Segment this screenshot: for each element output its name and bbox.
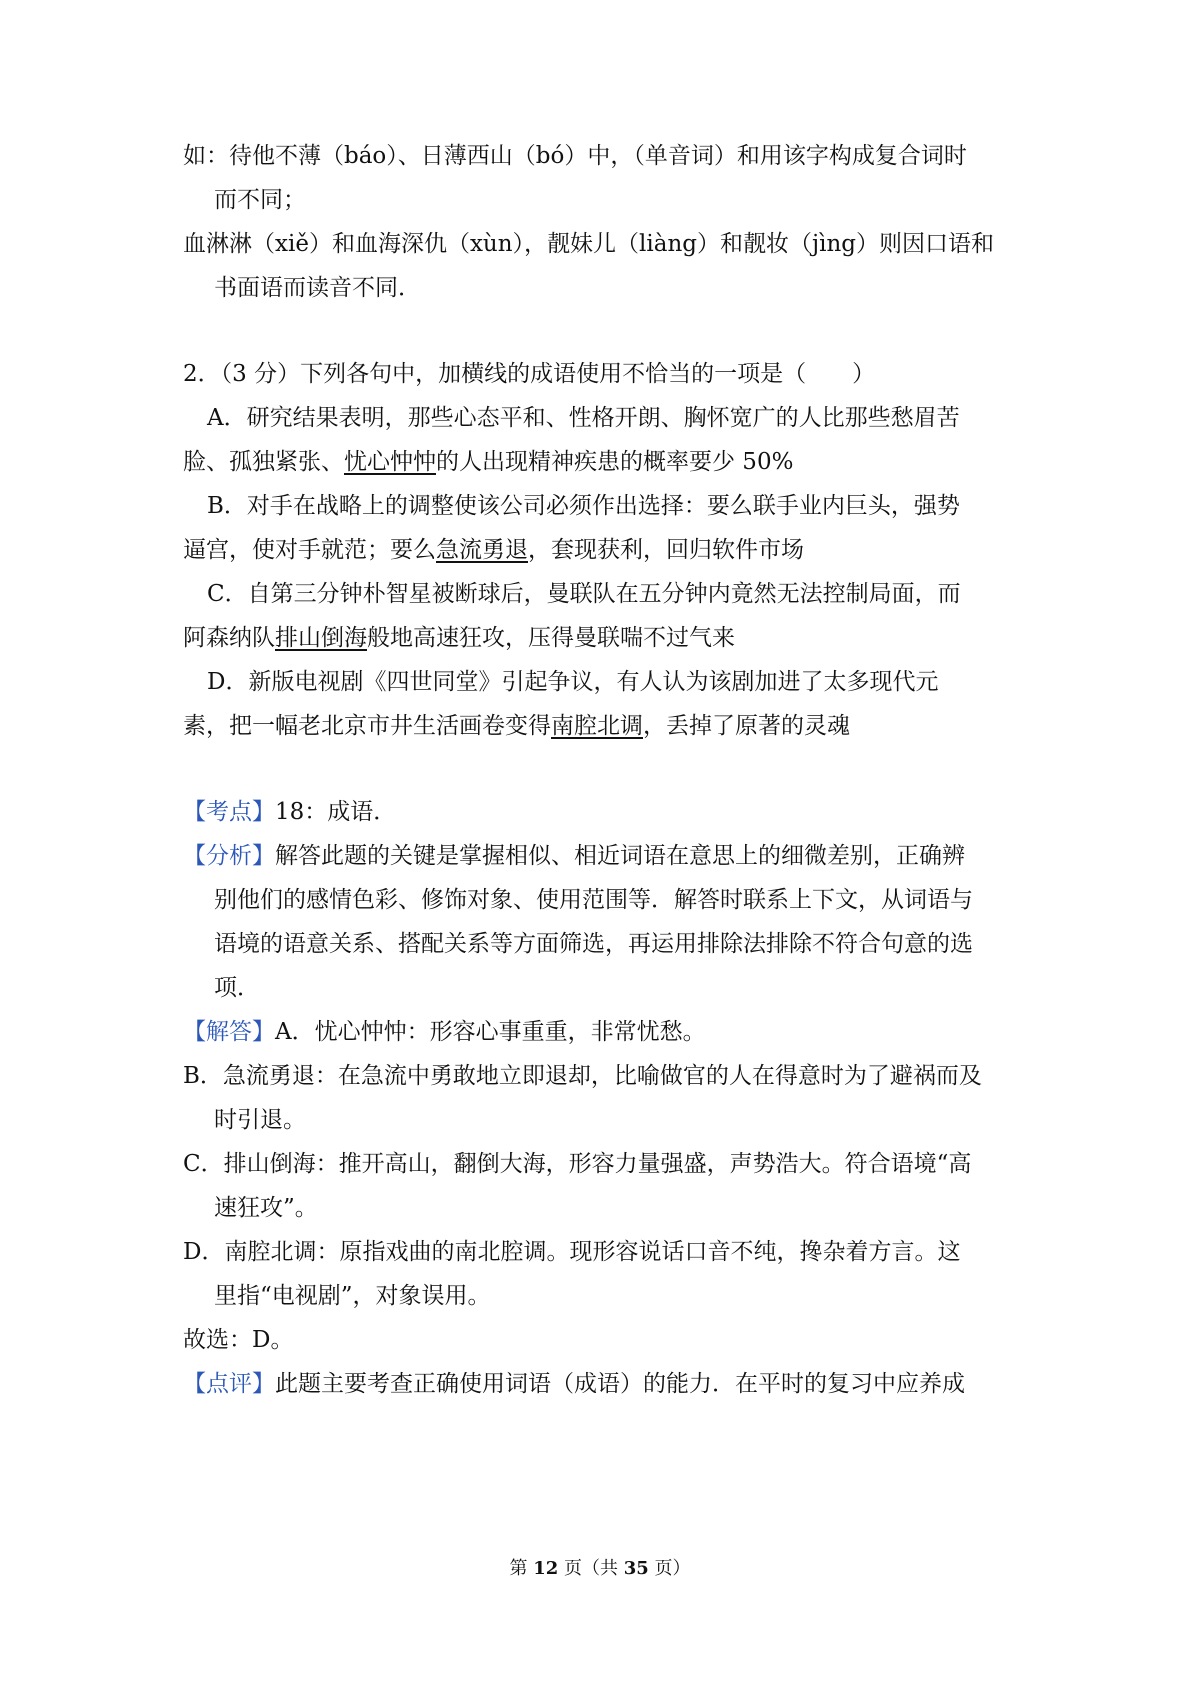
option-a-text-pre: 脸、孤独紧张、	[183, 449, 344, 475]
option-d-text-pre: 素，把一幅老北京市井生活画卷变得	[183, 713, 551, 739]
option-b-text-post: ，套现获利，回归软件市场	[528, 537, 804, 563]
option-c-line-2	[183, 622, 1023, 654]
option-b-idiom: 急流勇退	[436, 537, 528, 563]
option-c-text-pre: 阿森纳队	[183, 625, 275, 651]
jieda-b-line-1: B．急流勇退：在急流中勇敢地立即退却，比喻做官的人在得意时为了避祸而及	[183, 1063, 982, 1089]
option-d-text-post: ，丢掉了原著的灵魂	[643, 713, 850, 739]
total-page-number: 35	[623, 1558, 649, 1579]
intro-line-3: 血淋淋（xiě）和血海深仇（xùn），靓妹儿（liàng）和靓妆（jìng）则因口语和	[183, 231, 995, 257]
option-d-idiom: 南腔北调	[551, 713, 643, 739]
fenxi-line-2: 别他们的感情色彩、修饰对象、使用范围等．解答时联系上下文，从词语与	[214, 887, 973, 913]
jieda-a-text: A．忧心忡忡：形容心事重重，非常忧愁。	[275, 1019, 706, 1045]
guxuan-line: 故选：D。	[183, 1327, 294, 1353]
footer-middle: 页（共	[558, 1558, 624, 1579]
option-a-text-post: 的人出现精神疾患的概率要少 50%	[436, 449, 794, 475]
jieda-c-line-1: C．排山倒海：推开高山，翻倒大海，形容力量强盛，声势浩大。符合语境“高	[183, 1151, 972, 1177]
jieda-d-line-1: D．南腔北调：原指戏曲的南北腔调。现形容说话口音不纯，搀杂着方言。这	[183, 1239, 961, 1265]
question-stem: 2．（3 分）下列各句中，加横线的成语使用不恰当的一项是（ ）	[183, 361, 876, 387]
fenxi-line-4: 项．	[214, 975, 260, 1001]
kaodian-line	[183, 796, 1023, 828]
jieda-tag: 【解答】	[183, 1019, 275, 1045]
footer-prefix: 第	[509, 1558, 534, 1579]
option-b-line-1: B．对手在战略上的调整使该公司必须作出选择：要么联手业内巨头，强势	[207, 493, 960, 519]
option-b-text-pre: 逼宫，使对手就范；要么	[183, 537, 436, 563]
footer-suffix: 页）	[648, 1558, 691, 1579]
fenxi-line-1	[183, 840, 1023, 872]
jieda-d-line-2: 里指“电视剧”，对象误用。	[214, 1283, 491, 1309]
option-a-idiom: 忧心忡忡	[344, 449, 436, 475]
page-footer	[0, 1557, 1200, 1581]
current-page-number: 12	[533, 1558, 559, 1579]
dianping-text: 此题主要考查正确使用词语（成语）的能力．在平时的复习中应养成	[275, 1371, 965, 1397]
option-a-line-2	[183, 446, 1023, 478]
fenxi-text-1: 解答此题的关键是掌握相似、相近词语在意思上的细微差别，正确辨	[275, 843, 965, 869]
option-d-line-1: D．新版电视剧《四世同堂》引起争议，有人认为该剧加进了太多现代元	[207, 669, 939, 695]
option-c-text-post: 般地高速狂攻，压得曼联喘不过气来	[367, 625, 735, 651]
jieda-c-line-2: 速狂攻”。	[214, 1195, 318, 1221]
dianping-tag: 【点评】	[183, 1371, 275, 1397]
dianping-line	[183, 1368, 1023, 1400]
option-b-line-2	[183, 534, 1023, 566]
fenxi-line-3: 语境的语意关系、搭配关系等方面筛选，再运用排除法排除不符合句意的选	[214, 931, 973, 957]
kaodian-text: 18：成语．	[275, 799, 397, 825]
option-a-line-1: A．研究结果表明，那些心态平和、性格开朗、胸怀宽广的人比那些愁眉苦	[207, 405, 960, 431]
intro-line-4: 书面语而读音不同．	[214, 275, 421, 301]
jieda-b-line-2: 时引退。	[214, 1107, 306, 1133]
kaodian-tag: 【考点】	[183, 799, 275, 825]
jieda-line-a	[183, 1016, 1023, 1048]
option-c-line-1: C．自第三分钟朴智星被断球后，曼联队在五分钟内竟然无法控制局面，而	[207, 581, 961, 607]
fenxi-tag: 【分析】	[183, 843, 275, 869]
option-d-line-2	[183, 710, 1023, 742]
intro-line-1: 如：待他不薄（báo）、日薄西山（bó）中，（单音词）和用该字构成复合词时	[183, 143, 967, 169]
intro-line-2: 而不同；	[214, 187, 306, 213]
option-c-idiom: 排山倒海	[275, 625, 367, 651]
